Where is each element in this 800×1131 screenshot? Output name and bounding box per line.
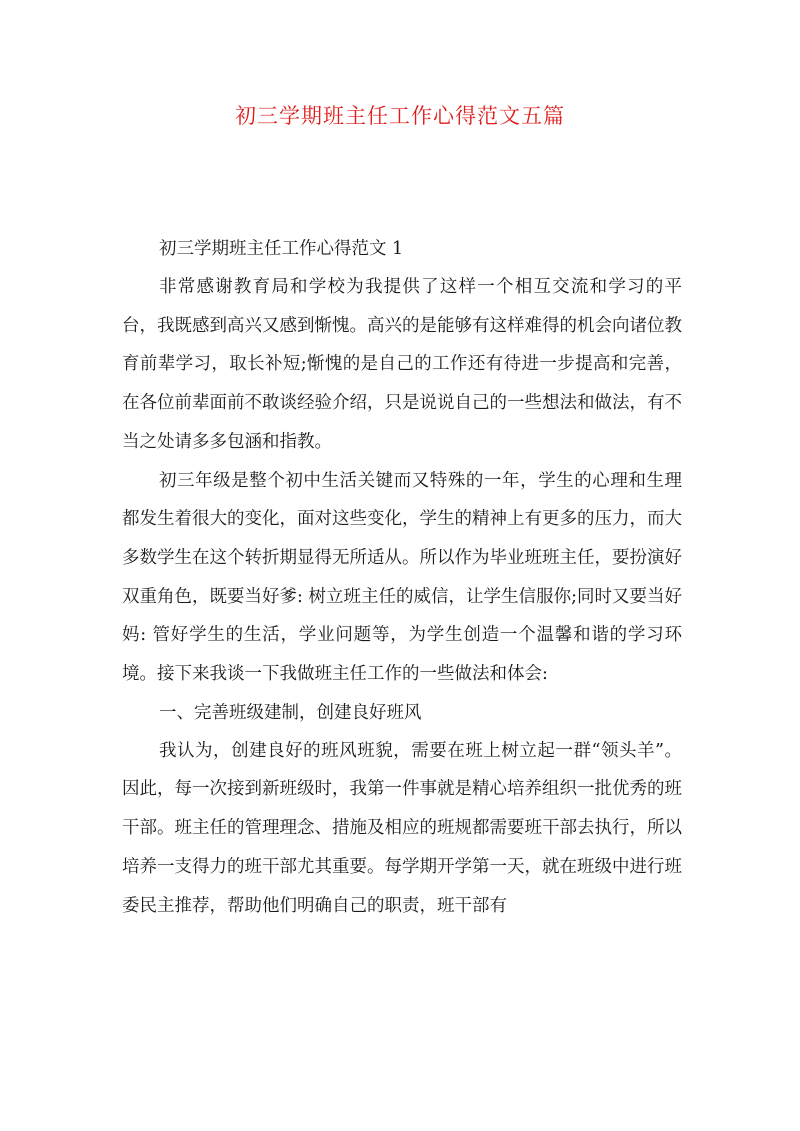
paragraph-intro: 非常感谢教育局和学校为我提供了这样一个相互交流和学习的平台，我既感到高兴又感到惭愧。高兴的是能够有这样难得的机会向诸位教育前辈学习，取长补短;惭愧的是自己的工作还有待进一步提高和完善，在各位前辈面前不敢谈经验介绍，只是说说自己的一些想法和做法，有不当之处请多多包涵和指教。 [122,277,682,452]
document-body [122,230,682,925]
document-title: 初三学期班主任工作心得范文五篇 [235,104,565,128]
section-heading: 一、完善班级建制，创建良好班风 [159,702,422,723]
article-subtitle: 初三学期班主任工作心得范文 1 [159,239,404,259]
paragraph-grade-nine: 初三年级是整个初中生活关键而又特殊的一年，学生的心理和生理都发生着很大的变化，面对这些变化，学生的精神上有更多的压力，而大多数学生在这个转折期显得无所适从。所以作为毕业班班主任，要扮演好双重角色，既要当好爹: 树立班主任的威信，让学生信服你;同时又要当好妈: 管好学生的生活，学业问题等，为学生创造一个温馨和谐的学习环境。接下来我谈一下我做班主任工作的一些做法和体会: [122,470,682,685]
paragraph-section-one: 我认为，创建良好的班风班貌，需要在班上树立起一群“领头羊”。因此，每一次接到新班级时，我第一件事就是精心培养组织一批优秀的班干部。班主任的管理理念、措施及相应的班规都需要班干部去执行，所以培养一支得力的班干部尤其重要。每学期开学第一天，就在班级中进行班委民主推荐，帮助他们明确自己的职责，班干部有 [122,740,682,916]
